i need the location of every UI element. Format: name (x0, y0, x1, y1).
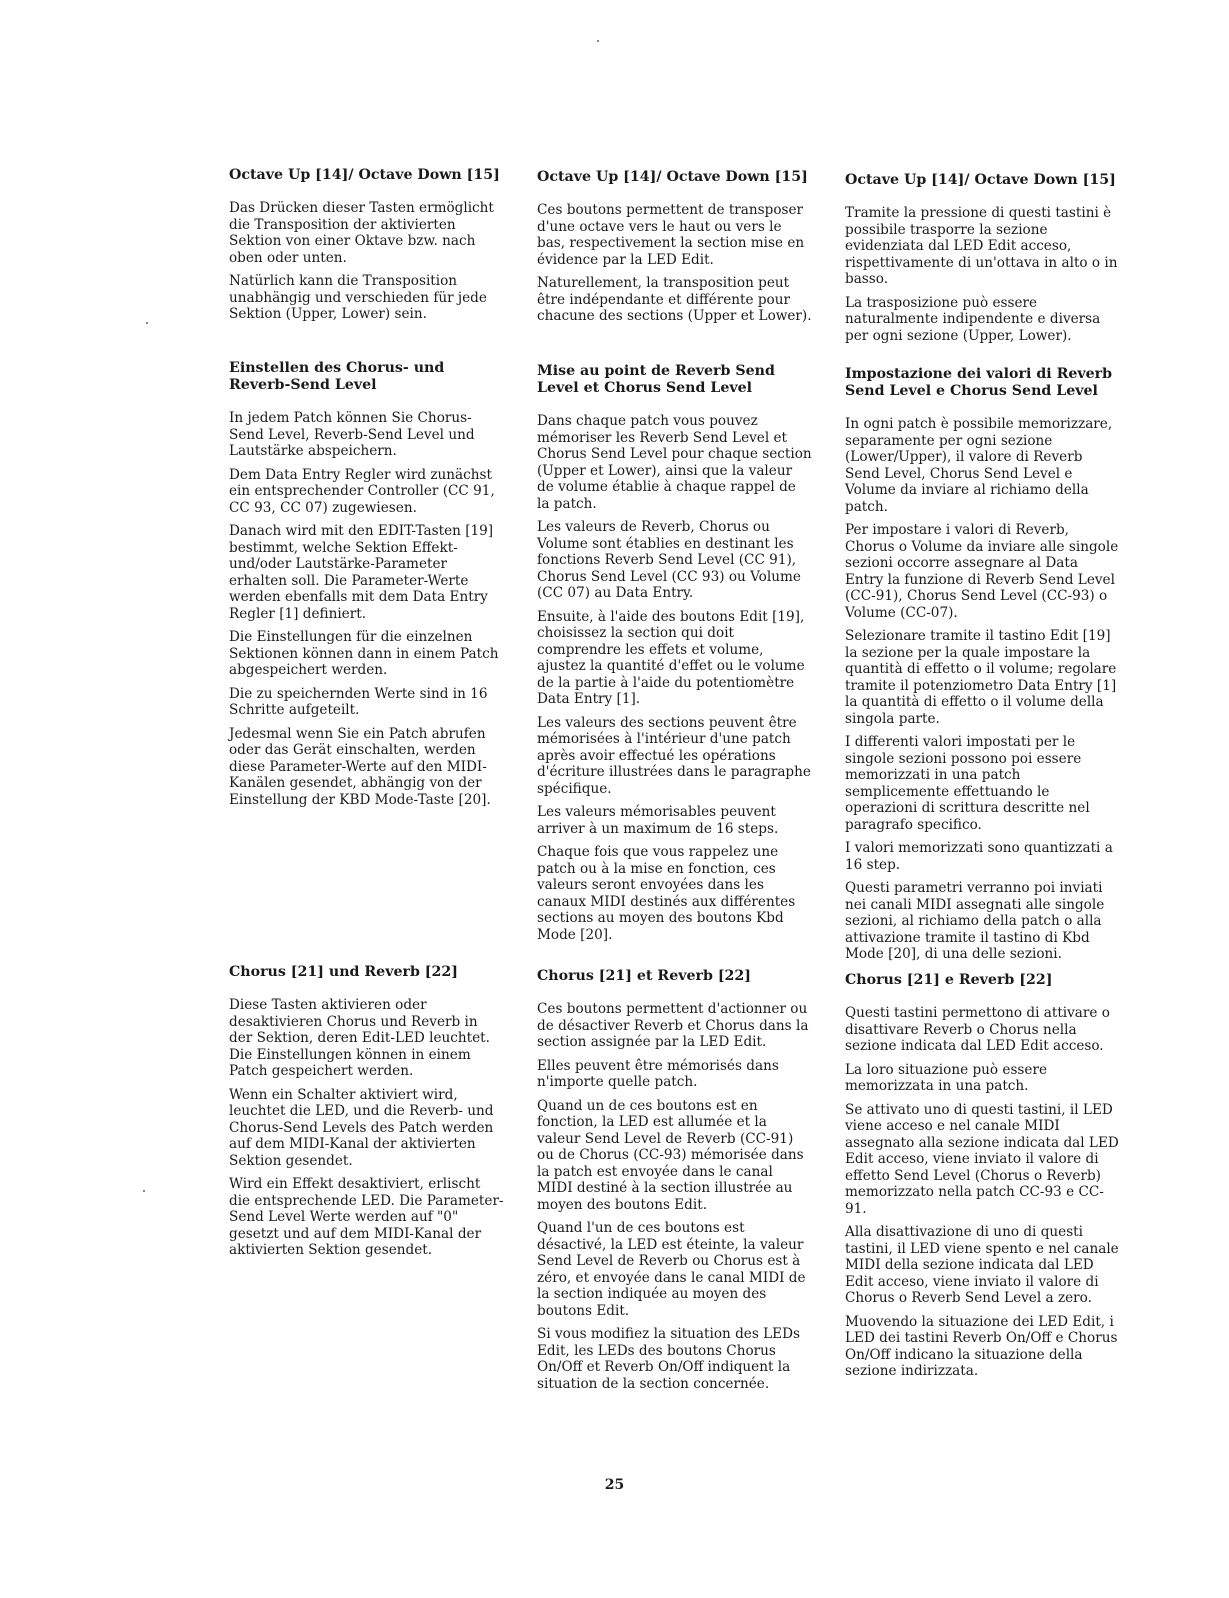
paragraph: Naturellement, la transposition peut être indépendante et différente pour chacune des sections (Upper et Lower). (537, 275, 812, 324)
section-chorus-reverb (229, 964, 504, 1266)
section-heading: Chorus [21] e Reverb [22] (845, 972, 1053, 988)
paragraph: Alla disattivazione di uno di questi tastini, il LED viene spento e nel canale MIDI della sezione indicata dal LED Edit acceso, viene inviato il valore di Chorus o Reverb Send Level a zero. (845, 1224, 1119, 1306)
paragraph: Les valeurs mémorisables peuvent arriver à un maximum de 16 steps. (537, 804, 779, 837)
paragraph: Chaque fois que vous rappelez une patch ou à la mise en fonction, ces valeurs seront envoyées dans les canaux MIDI destinés aux différentes sections au moyen des boutons Kbd Mode [20]. (537, 844, 796, 943)
paragraph: Per impostare i valori di Reverb, Chorus o Volume da inviare alle singole sezioni occorre assegnare al Data Entry la funzione di Reverb Send Level (CC-91), Chorus Send Level (CC-93) o Volume (CC-07). (845, 522, 1119, 621)
paragraph: Les valeurs de Reverb, Chorus ou Volume sont établies en destinant les fonctions Reverb Send Level (CC 91), Chorus Send Level (CC 93) ou Volume (CC 07) au Data Entry. (537, 519, 801, 601)
section-heading: Chorus [21] und Reverb [22] (229, 964, 458, 980)
paragraph: In jedem Patch können Sie Chorus-Send Level, Reverb-Send Level und Lautstärke abspeichern. (229, 410, 475, 459)
paragraph: Danach wird mit den EDIT-Tasten [19] bestimmt, welche Sektion Effekt-und/oder Lautstärke-Parameter erhalten soll. Die Parameter-Werte werden ebenfalls mit dem Data Entry Regler [1] definiert. (229, 523, 494, 622)
scan-speck (146, 322, 148, 324)
scan-speck (597, 40, 599, 42)
paragraph: Elles peuvent être mémorisés dans n'importe quelle patch. (537, 1057, 779, 1090)
paragraph: Die Einstellungen für die einzelnen Sektionen können dann in einem Patch abgespeichert werden. (229, 629, 499, 678)
section-heading: Octave Up [14]/ Octave Down [15] (845, 172, 1116, 188)
paragraph: Das Drücken dieser Tasten ermöglicht die Transposition der aktivierten Sektion von einer Oktave bzw. nach oben oder unten. (229, 200, 494, 266)
section-send-level (537, 363, 812, 950)
section-octave (845, 172, 1120, 351)
paragraph: Ensuite, à l'aide des boutons Edit [19], choisissez la section qui doit comprendre les effets et volume, ajustez la quantité d'effet ou le volume de la partie à l'aide du potentiomètre Data Entry [1]. (537, 608, 805, 707)
section-heading: Octave Up [14]/ Octave Down [15] (537, 169, 808, 185)
paragraph: Tramite la pressione di questi tastini è possibile trasporre la sezione evidenziata dal LED Edit acceso, rispettivamente di un'ottava in alto o in basso. (845, 205, 1118, 287)
paragraph: Les valeurs des sections peuvent être mémorisées à l'intérieur d'une patch après avoir effectué les opérations d'écriture illustrées dans le paragraphe spécifique. (537, 714, 811, 797)
paragraph: Jedesmal wenn Sie ein Patch abrufen oder das Gerät einschalten, werden diese Parameter-Werte auf den MIDI-Kanälen gesendet, abhängig von der Einstellung der KBD Mode-Taste [20]. (229, 725, 491, 808)
section-chorus-reverb (845, 972, 1120, 1387)
paragraph: Quand l'un de ces boutons est désactivé, la LED est éteinte, la valeur Send Level de Reverb ou Chorus est à zéro, et envoyée dans le canal MIDI de la section indiquée au moyen des boutons Edit. (537, 1220, 806, 1319)
paragraph: La loro situazione può essere memorizzata in una patch. (845, 1061, 1047, 1094)
paragraph: Wenn ein Schalter aktiviert wird, leuchtet die LED, und die Reverb- und Chorus-Send Levels des Patch werden auf dem MIDI-Kanal der aktivierten Sektion gesendet. (229, 1086, 494, 1169)
section-heading: Octave Up [14]/ Octave Down [15] (229, 167, 500, 183)
paragraph: I differenti valori impostati per le singole sezioni possono poi essere memorizzati in una patch semplicemente effettuando le operazioni di scrittura descritte nel paragrafo specifico. (845, 734, 1090, 833)
paragraph: Ces boutons permettent d'actionner ou de désactiver Reverb et Chorus dans la section assignée par la LED Edit. (537, 1001, 809, 1050)
section-heading: Mise au point de Reverb Send Level et Chorus Send Level (537, 363, 775, 396)
paragraph: Ces boutons permettent de transposer d'une octave vers le haut ou vers le bas, respectivement la section mise en évidence par la LED Edit. (537, 202, 805, 268)
paragraph: Dans chaque patch vous pouvez mémoriser les Reverb Send Level et Chorus Send Level pour chaque section (Upper et Lower), ainsi que la valeur de volume établie à chaque rappel de la patch. (537, 413, 812, 512)
paragraph: Dem Data Entry Regler wird zunächst ein entsprechender Controller (CC 91, CC 93, CC 07) zugewiesen. (229, 466, 495, 516)
section-send-level (845, 366, 1120, 970)
paragraph: Diese Tasten aktivieren oder desaktivieren Chorus und Reverb in der Sektion, deren Edit-LED leuchtet. Die Einstellungen können in einem Patch gespeichert werden. (229, 997, 490, 1079)
section-heading: Chorus [21] et Reverb [22] (537, 968, 752, 984)
section-heading: Einstellen des Chorus- und Reverb-Send Level (229, 360, 445, 393)
paragraph: Si vous modifiez la situation des LEDs Edit, les LEDs des boutons Chorus On/Off et Reverb On/Off indiquent la situation de la section concernée. (537, 1326, 800, 1392)
scan-speck (143, 1190, 145, 1192)
paragraph: I valori memorizzati sono quantizzati a 16 step. (845, 840, 1113, 873)
paragraph: Se attivato uno di questi tastini, il LED viene acceso e nel canale MIDI assegnato alla sezione indicata dal LED Edit acceso, viene inviato il valore di effetto Send Level (Chorus o Reverb) memorizzato nella patch CC-93 e CC-91. (845, 1101, 1119, 1217)
section-octave (537, 169, 812, 332)
paragraph: In ogni patch è possibile memorizzare, separamente per ogni sezione (Lower/Upper), il valore di Reverb Send Level, Chorus Send Level e Volume da inviare al richiamo della patch. (845, 416, 1113, 515)
section-heading: Impostazione dei valori di Reverb Send Level e Chorus Send Level (845, 366, 1113, 399)
paragraph: Selezionare tramite il tastino Edit [19] la sezione per la quale impostare la quantità di effetto o il volume; regolare tramite il potenziometro Data Entry [1] la quantità di effetto o il volume della singola parte. (845, 628, 1117, 727)
paragraph: Muovendo la situazione dei LED Edit, i LED dei tastini Reverb On/Off e Chorus On/Off indicano la situazione della sezione indirizzata. (845, 1313, 1118, 1379)
paragraph: Wird ein Effekt desaktiviert, erlischt die entsprechende LED. Die Parameter-Send Level Werte werden auf "0" gesetzt und auf dem MIDI-Kanal der aktivierten Sektion gesendet. (229, 1176, 504, 1258)
paragraph: Questi parametri verranno poi inviati nei canali MIDI assegnati alle singole sezioni, al richiamo della patch o alla attivazione tramite il tastino di Kbd Mode [20], di una delle sezioni. (845, 880, 1105, 962)
page-number: 25 (604, 1477, 625, 1493)
section-octave (229, 167, 504, 330)
paragraph: Natürlich kann die Transposition unabhängig und verschieden für jede Sektion (Upper, Lower) sein. (229, 273, 487, 322)
paragraph: La trasposizione può essere naturalmente indipendente e diversa per ogni sezione (Upper, Lower). (845, 294, 1101, 344)
paragraph: Questi tastini permettono di attivare o disattivare Reverb o Chorus nella sezione indicata dal LED Edit acceso. (845, 1005, 1110, 1054)
section-chorus-reverb (537, 968, 812, 1399)
paragraph: Quand un de ces boutons est en fonction, la LED est allumée et la valeur Send Level de Reverb (CC-91) ou de Chorus (CC-93) mémorisée dans la patch est envoyée dans le canal MIDI destiné à la section illustrée au moyen des boutons Edit. (537, 1097, 804, 1213)
paragraph: Die zu speichernden Werte sind in 16 Schritte aufgeteilt. (229, 685, 488, 718)
section-send-level (229, 360, 504, 815)
